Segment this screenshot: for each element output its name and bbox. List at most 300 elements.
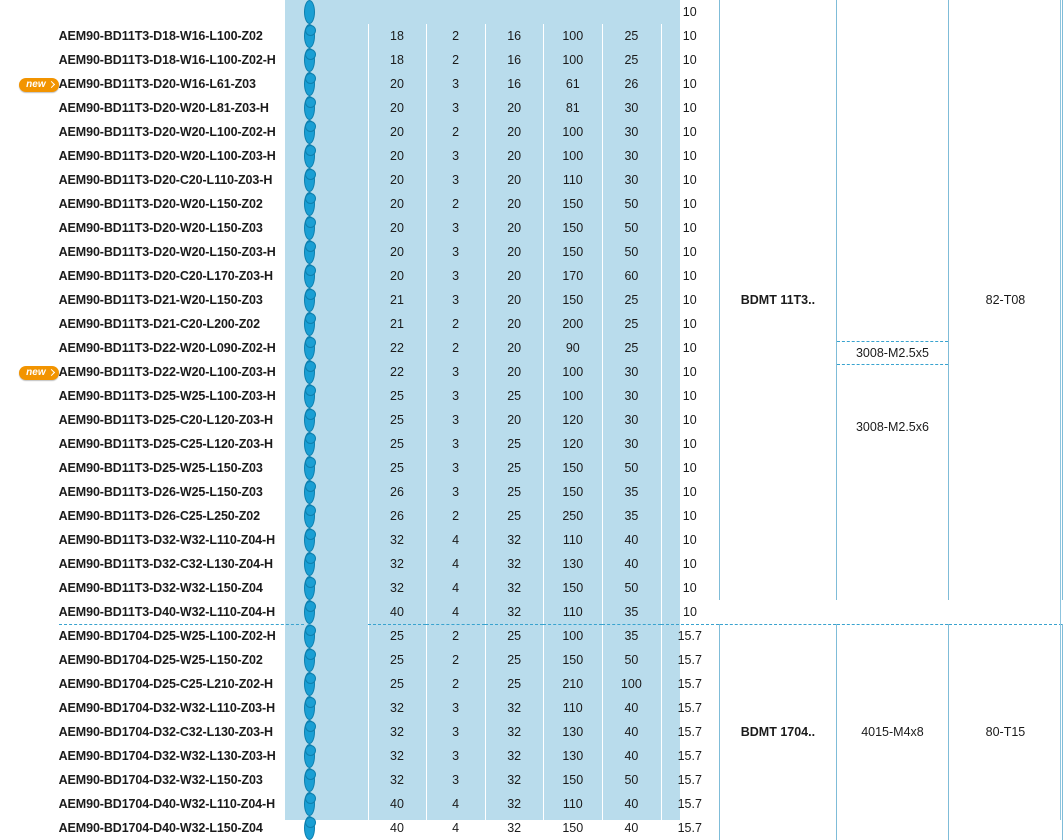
availability-dot-icon	[305, 289, 316, 300]
value-l: 81	[543, 96, 602, 120]
value-ap: 10	[661, 432, 720, 456]
value-d: 20	[368, 264, 427, 288]
value-d: 18	[368, 48, 427, 72]
value-l: 100	[543, 24, 602, 48]
designation-cell: AEM90-BD1704-D32-W32-L110-Z03-H	[58, 701, 276, 715]
new-badge-cell	[0, 432, 59, 456]
value-z: 3	[426, 480, 485, 504]
designation-cell: AEM90-BD11T3-D20-W20-L100-Z03-H	[58, 149, 276, 163]
new-badge-cell	[0, 120, 59, 144]
value-z: 3	[426, 96, 485, 120]
value-z: 2	[426, 672, 485, 696]
availability-dot-icon	[305, 649, 316, 660]
designation-cell: AEM90-BD11T3-D20-W16-L61-Z03	[58, 77, 256, 91]
designation-cell: AEM90-BD11T3-D20-W20-L150-Z03	[58, 221, 263, 235]
value-l1: 50	[602, 456, 661, 480]
availability-dot-icon	[305, 409, 316, 420]
new-badge-cell	[0, 600, 59, 624]
availability-dot-icon	[305, 217, 316, 228]
value-z: 2	[426, 192, 485, 216]
value-dc: 32	[485, 696, 544, 720]
availability-cell	[304, 168, 315, 192]
value-d: 20	[368, 168, 427, 192]
value-d: 21	[368, 312, 427, 336]
value-l: 110	[543, 528, 602, 552]
value-l1: 40	[602, 552, 661, 576]
value-d: 25	[368, 456, 427, 480]
availability-dot-icon	[305, 25, 316, 36]
designation-cell: AEM90-BD1704-D25-W25-L100-Z02-H	[59, 624, 304, 648]
table-row[interactable]	[0, 624, 1063, 648]
value-ap: 10	[661, 264, 720, 288]
value-z: 3	[426, 768, 485, 792]
value-l1: 50	[602, 768, 661, 792]
value-dc: 32	[485, 528, 544, 552]
screw-group-cell	[837, 0, 949, 600]
availability-dot-icon	[305, 265, 316, 276]
value-ap: 10	[661, 240, 720, 264]
new-badge-cell	[0, 0, 59, 24]
value-l1: 25	[602, 312, 661, 336]
value-l: 150	[543, 576, 602, 600]
availability-cell	[304, 792, 315, 816]
new-badge-cell	[0, 360, 59, 384]
value-z: 2	[426, 624, 485, 648]
designation-cell: AEM90-BD11T3-D25-C20-L120-Z03-H	[58, 413, 273, 427]
value-l: 250	[543, 504, 602, 528]
availability-dot-icon	[305, 97, 316, 108]
value-ap: 10	[661, 456, 720, 480]
value-ap: 10	[661, 96, 720, 120]
availability-cell	[304, 480, 315, 504]
value-d: 32	[368, 768, 427, 792]
availability-dot-icon	[305, 625, 316, 636]
value-ap: 15.7	[661, 624, 720, 648]
value-l1: 25	[602, 288, 661, 312]
new-badge-cell	[0, 456, 59, 480]
value-l: 150	[543, 240, 602, 264]
new-badge-cell	[0, 216, 59, 240]
new-badge-cell	[0, 168, 59, 192]
new-badge-cell	[0, 648, 59, 672]
value-z: 2	[426, 504, 485, 528]
value-l: 150	[543, 192, 602, 216]
availability-dot-icon	[305, 769, 316, 780]
value-dc: 25	[485, 456, 544, 480]
value-dc: 32	[485, 744, 544, 768]
value-dc: 32	[485, 792, 544, 816]
designation-cell: AEM90-BD11T3-D22-W20-L090-Z02-H	[58, 341, 276, 355]
value-l: 90	[543, 336, 602, 360]
table-row-partial	[0, 0, 1063, 24]
value-z: 3	[426, 696, 485, 720]
availability-cell	[304, 0, 315, 24]
availability-cell	[304, 528, 315, 552]
value-l: 100	[543, 360, 602, 384]
designation-cell: AEM90-BD11T3-D20-W20-L150-Z03-H	[58, 245, 276, 259]
availability-cell	[304, 768, 315, 792]
value-z: 3	[426, 384, 485, 408]
value-d: 18	[368, 24, 427, 48]
availability-cell	[304, 720, 315, 744]
new-badge-cell	[0, 576, 59, 600]
value-l: 150	[543, 768, 602, 792]
value-l: 100	[543, 120, 602, 144]
value-l1: 30	[602, 408, 661, 432]
value-l1: 25	[602, 336, 661, 360]
value-l1: 30	[602, 432, 661, 456]
new-badge-cell	[0, 504, 59, 528]
availability-dot-icon	[305, 385, 316, 396]
value-ap: 10	[661, 336, 720, 360]
value-ap: 15.7	[661, 792, 720, 816]
sheet-right-border	[1060, 0, 1061, 820]
value-dc: 20	[485, 216, 544, 240]
value-ap: 10	[661, 24, 720, 48]
value-dc	[485, 0, 544, 24]
screw-option-2: 3008-M2.5x6	[855, 420, 929, 434]
value-dc: 20	[485, 240, 544, 264]
value-dc: 32	[485, 552, 544, 576]
value-d: 22	[368, 336, 427, 360]
value-ap: 10	[661, 504, 720, 528]
table-row[interactable]	[0, 600, 1063, 624]
new-badge-cell	[0, 24, 59, 48]
value-ap: 10	[661, 120, 720, 144]
value-z: 3	[426, 72, 485, 96]
value-l1: 30	[602, 360, 661, 384]
value-z: 3	[426, 144, 485, 168]
value-l: 120	[543, 408, 602, 432]
designation-cell: AEM90-BD11T3-D20-C20-L170-Z03-H	[58, 269, 273, 283]
value-d: 25	[368, 672, 427, 696]
value-d	[368, 0, 427, 24]
availability-dot-icon	[305, 241, 316, 252]
value-l1: 50	[602, 216, 661, 240]
value-l1: 35	[602, 504, 661, 528]
new-badge: new	[19, 366, 58, 380]
value-z: 3	[426, 168, 485, 192]
value-d: 32	[368, 696, 427, 720]
value-l: 150	[543, 480, 602, 504]
value-l: 170	[543, 264, 602, 288]
value-z: 2	[426, 336, 485, 360]
availability-dot-icon	[305, 337, 316, 348]
value-l: 150	[543, 288, 602, 312]
value-l1: 30	[602, 168, 661, 192]
value-dc: 25	[485, 672, 544, 696]
value-d: 20	[368, 192, 427, 216]
availability-dot-icon	[305, 745, 316, 756]
new-badge: new	[19, 78, 58, 92]
new-badge-cell	[0, 144, 59, 168]
screw-option-1: 3008-M2.5x5	[855, 346, 929, 360]
designation-cell: AEM90-BD1704-D32-W32-L130-Z03-H	[58, 749, 276, 763]
value-l1	[602, 0, 661, 24]
value-z: 3	[426, 360, 485, 384]
availability-dot-icon	[305, 577, 316, 588]
value-l1: 40	[602, 816, 661, 840]
designation-cell: AEM90-BD1704-D40-W32-L150-Z04	[58, 821, 263, 835]
designation-cell: AEM90-BD1704-D32-C32-L130-Z03-H	[58, 725, 273, 739]
value-z: 4	[426, 528, 485, 552]
value-d: 22	[368, 360, 427, 384]
availability-cell	[304, 408, 315, 432]
designation-cell: AEM90-BD11T3-D25-W25-L150-Z03	[58, 461, 263, 475]
value-l1: 30	[602, 384, 661, 408]
value-dc: 20	[485, 336, 544, 360]
screw-option-1: 4015-M4x8	[861, 725, 924, 740]
value-z: 3	[426, 408, 485, 432]
value-l: 130	[543, 720, 602, 744]
value-l: 110	[543, 600, 602, 624]
value-d: 25	[368, 384, 427, 408]
value-ap: 10	[661, 384, 720, 408]
value-l1: 40	[602, 720, 661, 744]
value-dc: 32	[485, 576, 544, 600]
value-ap: 10	[661, 216, 720, 240]
value-dc: 20	[485, 408, 544, 432]
availability-dot-icon	[305, 313, 316, 324]
new-badge-cell	[0, 672, 59, 696]
value-z: 3	[426, 240, 485, 264]
value-dc: 20	[485, 168, 544, 192]
designation-cell: AEM90-BD11T3-D25-W25-L100-Z03-H	[58, 389, 276, 403]
insert-group-cell	[719, 0, 836, 600]
value-ap: 10	[661, 192, 720, 216]
designation-cell: AEM90-BD11T3-D18-W16-L100-Z02	[58, 29, 263, 43]
new-badge-cell	[0, 312, 59, 336]
availability-cell	[304, 672, 315, 696]
availability-dot-icon	[305, 73, 316, 84]
value-d: 25	[368, 648, 427, 672]
value-d: 25	[368, 432, 427, 456]
availability-cell	[304, 192, 315, 216]
value-d: 20	[368, 96, 427, 120]
new-badge-cell	[0, 240, 59, 264]
availability-dot-icon	[305, 121, 316, 132]
value-d: 26	[368, 504, 427, 528]
new-badge-cell	[0, 480, 59, 504]
value-ap: 10	[661, 48, 720, 72]
designation-cell: AEM90-BD11T3-D21-W20-L150-Z03	[58, 293, 263, 307]
value-ap: 10	[661, 360, 720, 384]
value-l: 110	[543, 792, 602, 816]
value-dc: 25	[485, 504, 544, 528]
availability-cell	[304, 600, 315, 624]
new-badge-cell	[0, 624, 59, 648]
value-ap: 10	[661, 480, 720, 504]
value-l1: 40	[602, 528, 661, 552]
value-ap: 15.7	[661, 672, 720, 696]
value-l: 150	[543, 456, 602, 480]
value-l1: 35	[602, 624, 661, 648]
value-ap: 15.7	[661, 696, 720, 720]
value-l: 100	[543, 48, 602, 72]
availability-cell	[304, 696, 315, 720]
availability-cell	[304, 360, 315, 384]
availability-dot-icon	[305, 49, 316, 60]
availability-cell	[304, 216, 315, 240]
availability-cell	[304, 456, 315, 480]
value-l: 130	[543, 552, 602, 576]
value-dc: 25	[485, 624, 544, 648]
designation-cell: AEM90-BD11T3-D22-W20-L100-Z03-H	[58, 365, 276, 379]
value-z: 3	[426, 264, 485, 288]
value-d: 32	[368, 744, 427, 768]
availability-cell	[304, 72, 315, 96]
new-badge-cell	[0, 744, 59, 768]
new-badge-cell	[0, 192, 59, 216]
value-l1: 35	[602, 480, 661, 504]
value-z: 3	[426, 456, 485, 480]
value-dc: 20	[485, 360, 544, 384]
value-l1: 26	[602, 72, 661, 96]
designation-cell: AEM90-BD11T3-D32-W32-L110-Z04-H	[58, 533, 276, 547]
value-ap: 10	[661, 576, 720, 600]
availability-cell	[304, 504, 315, 528]
value-dc: 32	[485, 816, 544, 840]
availability-dot-icon	[305, 145, 316, 156]
availability-cell	[304, 384, 315, 408]
value-z: 4	[426, 816, 485, 840]
insert-group-cell	[719, 624, 836, 840]
value-l: 130	[543, 744, 602, 768]
designation-cell: AEM90-BD11T3-D21-C20-L200-Z02	[58, 317, 260, 331]
availability-cell	[304, 624, 315, 648]
value-l: 150	[543, 648, 602, 672]
availability-cell	[304, 96, 315, 120]
value-l1: 100	[602, 672, 661, 696]
wrench-group-cell	[948, 0, 1062, 600]
availability-cell	[304, 312, 315, 336]
availability-cell	[304, 48, 315, 72]
new-badge-cell	[0, 336, 59, 360]
value-l: 61	[543, 72, 602, 96]
wrench-label: 82-T08	[985, 293, 1026, 307]
value-z: 2	[426, 648, 485, 672]
designation-cell: AEM90-BD11T3-D26-C25-L250-Z02	[58, 509, 260, 523]
value-l1: 25	[602, 48, 661, 72]
value-l1: 40	[602, 696, 661, 720]
value-z: 3	[426, 720, 485, 744]
availability-cell	[304, 648, 315, 672]
value-l1: 50	[602, 648, 661, 672]
new-badge-cell	[0, 768, 59, 792]
value-z: 2	[426, 120, 485, 144]
availability-cell	[304, 552, 315, 576]
new-badge-cell	[0, 552, 59, 576]
value-l: 210	[543, 672, 602, 696]
value-dc: 16	[485, 48, 544, 72]
value-ap: 15.7	[661, 720, 720, 744]
value-z: 4	[426, 792, 485, 816]
value-dc: 16	[485, 72, 544, 96]
availability-dot-icon	[305, 673, 316, 684]
value-dc: 20	[485, 192, 544, 216]
designation-cell: AEM90-BD11T3-D40-W32-L110-Z04-H	[58, 604, 276, 619]
value-dc: 32	[485, 768, 544, 792]
value-l1: 25	[602, 24, 661, 48]
value-ap: 15.7	[661, 648, 720, 672]
value-l: 100	[543, 384, 602, 408]
availability-dot-icon	[305, 169, 316, 180]
value-l1: 30	[602, 144, 661, 168]
value-l	[543, 0, 602, 24]
new-badge-cell	[0, 720, 59, 744]
value-l1: 50	[602, 192, 661, 216]
availability-cell	[304, 264, 315, 288]
availability-cell	[304, 744, 315, 768]
value-z: 4	[426, 600, 485, 624]
value-d: 20	[368, 216, 427, 240]
value-ap: 15.7	[661, 816, 720, 840]
value-z	[426, 0, 485, 24]
value-ap: 10	[661, 312, 720, 336]
availability-cell	[304, 576, 315, 600]
availability-cell	[304, 144, 315, 168]
availability-dot-icon	[305, 457, 316, 468]
value-d: 40	[368, 600, 427, 624]
designation-cell: AEM90-BD11T3-D26-W25-L150-Z03	[58, 485, 263, 499]
value-d: 26	[368, 480, 427, 504]
value-l: 150	[543, 816, 602, 840]
value-z: 3	[426, 288, 485, 312]
value-l1: 30	[602, 96, 661, 120]
value-ap: 10	[661, 72, 720, 96]
value-z: 3	[426, 744, 485, 768]
availability-dot-icon	[305, 481, 316, 492]
designation-cell: AEM90-BD11T3-D18-W16-L100-Z02-H	[58, 53, 276, 67]
designation-cell: AEM90-BD11T3-D20-W20-L100-Z02-H	[58, 125, 276, 139]
availability-dot-icon	[305, 553, 316, 564]
value-z: 3	[426, 432, 485, 456]
value-l1: 50	[602, 576, 661, 600]
value-ap: 10	[661, 600, 720, 624]
value-ap: 15.7	[661, 744, 720, 768]
value-z: 4	[426, 552, 485, 576]
availability-cell	[304, 24, 315, 48]
value-ap: 10	[661, 528, 720, 552]
value-l: 150	[543, 216, 602, 240]
value-l1: 40	[602, 744, 661, 768]
value-d: 40	[368, 816, 427, 840]
value-l1: 50	[602, 240, 661, 264]
availability-cell	[304, 120, 315, 144]
availability-cell	[304, 288, 315, 312]
availability-dot-icon	[305, 601, 316, 612]
value-d: 25	[368, 624, 427, 648]
value-d: 20	[368, 72, 427, 96]
screw-option-2-wrap	[837, 420, 948, 434]
value-l: 110	[543, 696, 602, 720]
designation-cell: AEM90-BD11T3-D32-W32-L150-Z04	[58, 581, 263, 595]
value-ap: 10	[682, 5, 697, 19]
new-badge-cell	[0, 528, 59, 552]
value-z: 2	[426, 24, 485, 48]
new-badge-cell	[0, 72, 59, 96]
availability-cell	[304, 336, 315, 360]
designation-cell	[59, 0, 304, 24]
value-l1: 35	[602, 600, 661, 624]
designation-cell: AEM90-BD11T3-D20-C20-L110-Z03-H	[58, 173, 273, 187]
new-badge-cell	[0, 696, 59, 720]
value-d: 20	[368, 240, 427, 264]
availability-dot-icon	[305, 697, 316, 708]
value-dc: 32	[485, 600, 544, 624]
availability-dot-icon	[305, 721, 316, 732]
value-d: 40	[368, 792, 427, 816]
